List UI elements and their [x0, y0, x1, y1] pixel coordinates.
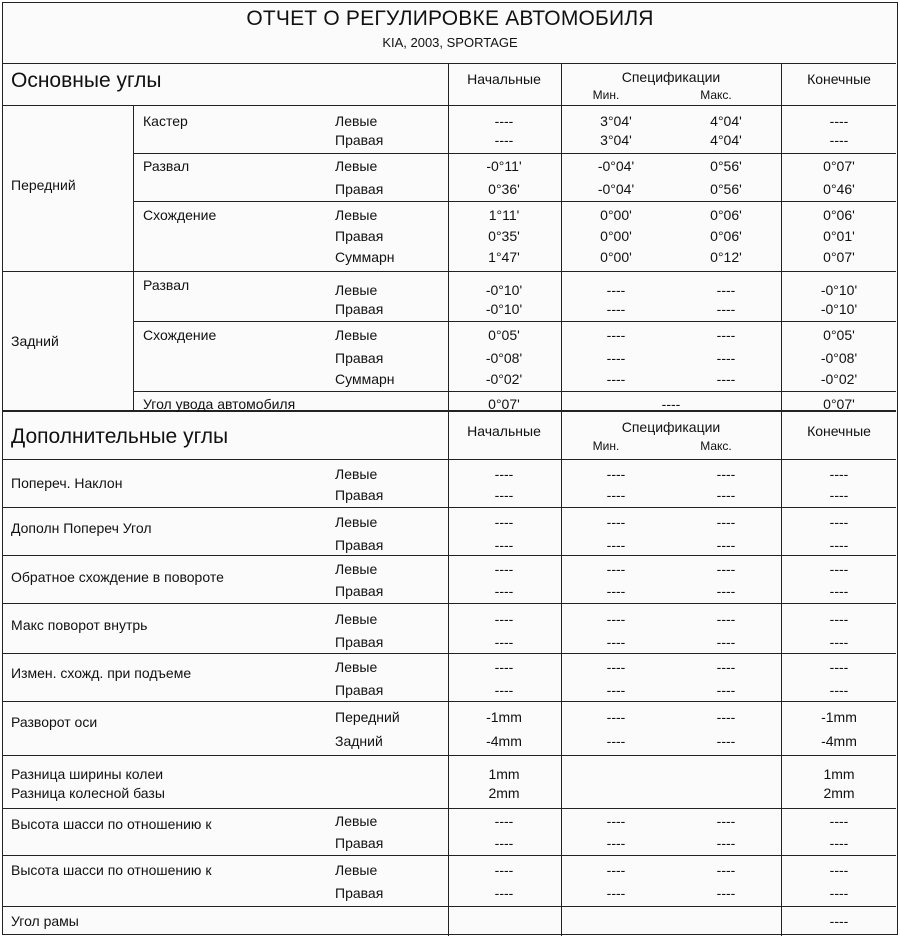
header-max-2: Макс.: [700, 439, 732, 453]
value-initial: ----: [494, 659, 514, 675]
subgroup-toe-front: Схождение: [143, 207, 217, 223]
value-max: ----: [716, 371, 736, 387]
side-label: Левые: [335, 113, 378, 129]
side-label: Правая: [335, 537, 384, 553]
value-min: 0°00': [600, 228, 632, 244]
side-label: Правая: [335, 583, 384, 599]
value-final: 0°07': [823, 249, 855, 265]
row-line-extra: [3, 906, 896, 907]
value-min: 3°04': [600, 113, 632, 129]
row-line-extra: [3, 603, 896, 604]
value-min: ----: [606, 466, 626, 482]
value-initial: -4mm: [486, 733, 522, 749]
extra-label: Попереч. Наклон: [11, 475, 123, 491]
value-initial: -0°10': [485, 301, 523, 317]
value-initial: -0°11': [486, 158, 522, 174]
subgroup-caster: Кастер: [143, 113, 188, 129]
row-line-extra: [3, 555, 896, 556]
value-initial: -0°02': [485, 371, 523, 387]
row-line-extra: [3, 808, 896, 809]
header-min-2: Мин.: [592, 439, 620, 453]
value-final: -1mm: [821, 709, 857, 725]
side-label: Суммарн: [335, 371, 395, 387]
value-final: ----: [829, 682, 849, 698]
value-max: ----: [716, 301, 736, 317]
value-max: ----: [716, 862, 736, 878]
value-final: 1mm: [823, 766, 855, 782]
value-max: 4°04': [710, 132, 742, 148]
value-max: ----: [716, 682, 736, 698]
value-final: 0°46': [823, 181, 855, 197]
value-min: ----: [606, 514, 626, 530]
extra-label: Обратное схождение в повороте: [11, 569, 224, 585]
extra-label: Высота шасси по отношению к: [11, 816, 212, 832]
value-initial: 1mm: [488, 766, 520, 782]
value-min: ----: [606, 733, 626, 749]
extra-label: Измен. схожд. при подъеме: [11, 665, 192, 681]
side-label: Правая: [335, 835, 384, 851]
value-final: -0°08': [820, 350, 858, 366]
header-spec: Спецификации: [621, 69, 721, 85]
row-line: [133, 201, 896, 202]
side-label: Правая: [335, 487, 384, 503]
side-label: Левые: [335, 466, 378, 482]
value-max: ----: [716, 514, 736, 530]
subgroup-toe-rear: Схождение: [143, 327, 217, 343]
value-initial: ----: [494, 611, 514, 627]
value-initial: ----: [494, 813, 514, 829]
value-min: -0°04': [597, 181, 635, 197]
header-spec-2: Спецификации: [621, 419, 721, 435]
value-initial: ----: [494, 835, 514, 851]
value-final: ----: [829, 113, 849, 129]
value-min: ----: [606, 282, 626, 298]
value-final: ----: [829, 611, 849, 627]
extra-label: Макс поворот внутрь: [11, 617, 148, 633]
extra-label: Угол рамы: [11, 913, 79, 929]
row-line-extra: [3, 755, 896, 756]
value-final: 0°06': [823, 207, 855, 223]
value-initial: 0°05': [488, 327, 520, 343]
value-initial: ----: [494, 514, 514, 530]
col-line-subgroup: [133, 105, 134, 410]
value-min: 0°00': [600, 207, 632, 223]
value-initial: ----: [494, 634, 514, 650]
value-initial: ----: [494, 885, 514, 901]
side-label: Правая: [335, 885, 384, 901]
header-initial-2: Начальные: [467, 423, 541, 439]
side-label: Передний: [335, 709, 400, 725]
value-final: -0°10': [820, 282, 858, 298]
value-max: 0°06': [710, 228, 742, 244]
value-max: ----: [716, 709, 736, 725]
row-line-extra: [3, 701, 896, 702]
value-final: ----: [829, 132, 849, 148]
value-max: ----: [716, 466, 736, 482]
row-line-group: [3, 271, 896, 272]
value-final: ----: [829, 862, 849, 878]
row-line: [133, 321, 896, 322]
value-max: 4°04': [710, 113, 742, 129]
thrust-spec: ----: [661, 396, 681, 412]
value-min: ----: [606, 583, 626, 599]
value-final: ----: [829, 885, 849, 901]
value-final: 0°07': [823, 158, 855, 174]
value-initial: 1°11': [488, 207, 520, 223]
value-final: 0°01': [823, 228, 855, 244]
thrust-initial: 0°07': [488, 396, 520, 412]
value-initial: ----: [494, 537, 514, 553]
main-section-header: Основные углы: [11, 69, 162, 92]
value-initial: ----: [494, 487, 514, 503]
side-label: Правая: [335, 634, 384, 650]
group-rear: Задний: [11, 333, 59, 349]
value-max: ----: [716, 561, 736, 577]
value-final: ----: [829, 487, 849, 503]
value-final: ----: [829, 514, 849, 530]
value-final: ----: [829, 659, 849, 675]
value-final: ----: [829, 813, 849, 829]
value-min: -0°04': [597, 158, 635, 174]
value-initial: ----: [494, 466, 514, 482]
header-max: Макс.: [700, 88, 732, 102]
extra-label: Дополн Попереч Угол: [11, 520, 152, 536]
value-min: ----: [606, 835, 626, 851]
value-initial: ----: [494, 862, 514, 878]
value-final: -0°10': [820, 301, 858, 317]
value-final: ----: [829, 634, 849, 650]
side-label: Суммарн: [335, 249, 395, 265]
value-min: ----: [606, 813, 626, 829]
value-initial: -0°08': [485, 350, 523, 366]
value-min: ----: [606, 327, 626, 343]
side-label: Левые: [335, 282, 378, 298]
value-max: 0°56': [710, 158, 742, 174]
value-max: ----: [716, 487, 736, 503]
value-final: -4mm: [821, 733, 857, 749]
thrust-final: 0°07': [823, 396, 855, 412]
value-final: 0°05': [823, 327, 855, 343]
value-final: -0°02': [820, 371, 858, 387]
header-min: Мин.: [592, 88, 620, 102]
value-max: 0°56': [710, 181, 742, 197]
report-subtitle: KIA, 2003, SPORTAGE: [382, 35, 518, 50]
value-max: ----: [716, 659, 736, 675]
value-max: ----: [716, 282, 736, 298]
side-label: Левые: [335, 813, 378, 829]
header-final: Конечные: [807, 71, 871, 87]
value-min: ----: [606, 709, 626, 725]
value-final: ----: [829, 466, 849, 482]
value-max: 0°06': [710, 207, 742, 223]
value-final: ----: [829, 913, 849, 929]
header-final-2: Конечные: [807, 423, 871, 439]
value-max: ----: [716, 813, 736, 829]
side-label: Левые: [335, 327, 378, 343]
value-final: ----: [829, 835, 849, 851]
side-label: Правая: [335, 301, 384, 317]
value-final: ----: [829, 537, 849, 553]
value-max: ----: [716, 835, 736, 851]
header-initial: Начальные: [467, 71, 541, 87]
value-initial: -1mm: [486, 709, 522, 725]
value-initial: -0°10': [485, 282, 523, 298]
side-label: Правая: [335, 228, 384, 244]
side-label: Правая: [335, 682, 384, 698]
value-min: ----: [606, 350, 626, 366]
value-min: ----: [606, 682, 626, 698]
report-title: ОТЧЕТ О РЕГУЛИРОВКЕ АВТОМОБИЛЯ: [246, 7, 654, 30]
value-initial: ----: [494, 113, 514, 129]
value-min: 0°00': [600, 249, 632, 265]
row-line-extra: [3, 855, 896, 856]
value-min: ----: [606, 862, 626, 878]
side-label: Левые: [335, 611, 378, 627]
value-max: ----: [716, 885, 736, 901]
value-final: 2mm: [823, 785, 855, 801]
value-max: 0°12': [710, 249, 742, 265]
value-max: ----: [716, 327, 736, 343]
side-label: Правая: [335, 181, 384, 197]
extra-label-wheelbase: Разница колесной базы: [11, 785, 165, 801]
row-line-extra: [3, 653, 896, 654]
alignment-report: [2, 2, 898, 935]
group-front: Передний: [11, 177, 76, 193]
value-min: ----: [606, 659, 626, 675]
title-divider: [3, 63, 896, 64]
extra-label: Разворот оси: [11, 714, 98, 730]
value-min: ----: [606, 611, 626, 627]
side-label: Левые: [335, 659, 378, 675]
value-initial: 0°36': [488, 181, 520, 197]
value-min: ----: [606, 371, 626, 387]
value-final: ----: [829, 561, 849, 577]
subgroup-thrust: Угол увода автомобиля: [143, 396, 296, 412]
side-label: Левые: [335, 514, 378, 530]
side-label: Правая: [335, 132, 384, 148]
header-underline-2: [3, 459, 896, 460]
side-label: Правая: [335, 350, 384, 366]
value-min: ----: [606, 537, 626, 553]
header-underline: [3, 105, 896, 106]
extra-section-header: Дополнительные углы: [11, 425, 229, 448]
value-initial: ----: [494, 132, 514, 148]
value-min: ----: [606, 885, 626, 901]
side-label: Левые: [335, 158, 378, 174]
value-initial: 1°47': [488, 249, 520, 265]
row-line: [133, 153, 896, 154]
side-label: Левые: [335, 862, 378, 878]
value-min: ----: [606, 301, 626, 317]
value-max: ----: [716, 537, 736, 553]
value-max: ----: [716, 634, 736, 650]
value-min: ----: [606, 634, 626, 650]
value-max: ----: [716, 350, 736, 366]
side-label: Левые: [335, 561, 378, 577]
value-min: 3°04': [600, 132, 632, 148]
value-max: ----: [716, 733, 736, 749]
value-initial: ----: [494, 583, 514, 599]
value-initial: 2mm: [488, 785, 520, 801]
row-line-extra: [3, 507, 896, 508]
value-initial: ----: [494, 682, 514, 698]
value-max: ----: [716, 583, 736, 599]
side-label: Задний: [335, 733, 383, 749]
value-min: ----: [606, 487, 626, 503]
row-line: [133, 391, 896, 392]
value-initial: ----: [494, 561, 514, 577]
extra-label: Высота шасси по отношению к: [11, 862, 212, 878]
value-max: ----: [716, 611, 736, 627]
extra-label-track: Разница ширины колеи: [11, 766, 164, 782]
subgroup-camber-front: Развал: [143, 158, 190, 174]
value-final: ----: [829, 583, 849, 599]
value-initial: 0°35': [488, 228, 520, 244]
value-min: ----: [606, 561, 626, 577]
side-label: Левые: [335, 207, 378, 223]
subgroup-camber-rear: Развал: [143, 277, 190, 293]
